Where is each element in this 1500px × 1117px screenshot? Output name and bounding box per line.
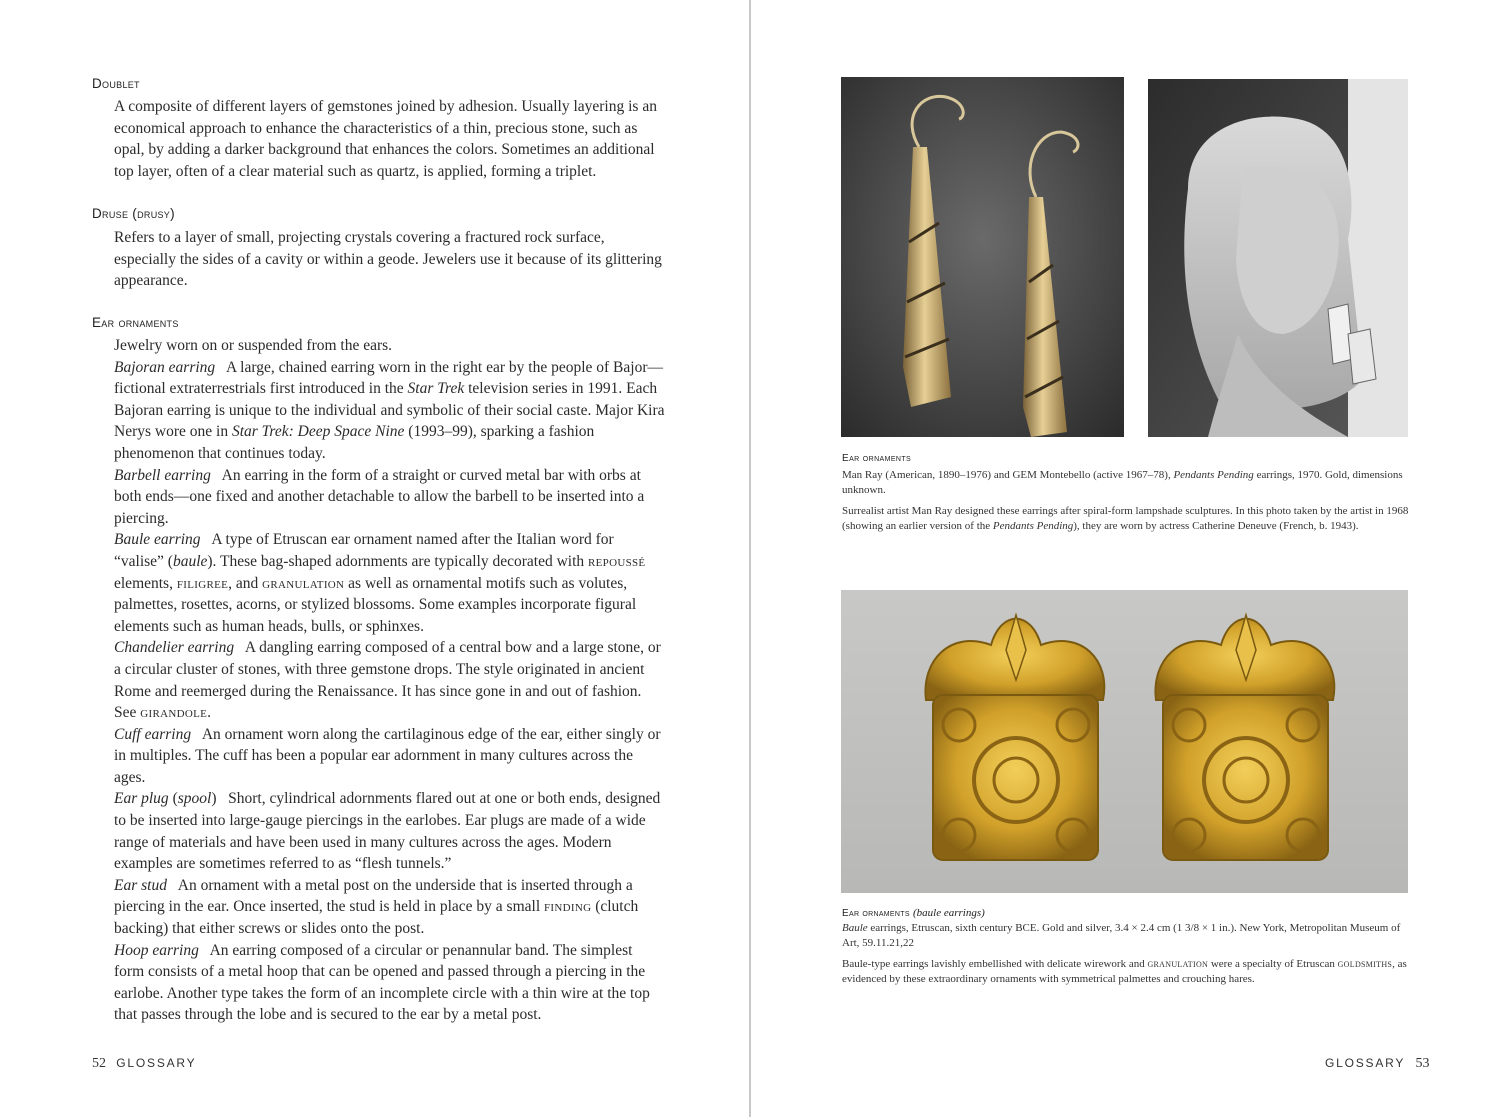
caption-1	[842, 468, 1412, 534]
page-number-left: 52	[92, 1056, 106, 1071]
baule-text-4: , and	[228, 574, 259, 592]
caption-1-title-2: Pendants Pending	[992, 520, 1074, 532]
term-bajoran: Bajoran earring	[114, 358, 216, 376]
baule-text-1: A type of Etruscan ear ornament named after the Italian word for “valise” (	[114, 531, 614, 570]
druse-definition: Refers to a layer of small, projecting crystals covering a fractured rock surface, especially the sides of a cavity or within a geode. Jewelers use it because of its glittering appearance.	[114, 229, 662, 290]
term-ear-plug: Ear plug	[114, 790, 169, 808]
caption-2-line-2	[842, 957, 1412, 987]
caption-2-text-b: Baule-type earrings lavishly embellished with delicate wirework and	[842, 958, 1145, 970]
bajoran-show-title-2: Star Trek: Deep Space Nine	[231, 423, 405, 441]
term-cuff: Cuff earring	[114, 725, 192, 743]
baule-text-2: ). These bag-shaped adornments are typically decorated with	[207, 552, 585, 570]
entry-text-ear-ornaments	[114, 335, 666, 1026]
caption-2-text-d: , as evidenced by these extraordinary ornaments with symmetrical palmettes and crouching hares.	[842, 958, 1407, 985]
xref-filigree: filigree	[176, 574, 229, 592]
barbell-text: An earring in the form of a straight or curved metal bar with orbs at both ends—one fixed and another detachable to allow the barbell to be inserted into a piercing.	[114, 466, 645, 527]
spiral-earrings-illustration	[841, 77, 1124, 437]
chandelier-text: A dangling earring composed of a central bow and a large stone, or a circular cluster of stones, with three gemstone drops. The style originated in ancient Rome and reemerged during the Renaissance. It has since gone in and out of fashion. See	[114, 639, 661, 722]
baule-earrings-illustration	[841, 590, 1408, 893]
caption-1-title: Pendants Pending	[1173, 469, 1254, 481]
caption-1-line-2	[842, 504, 1412, 534]
page-number-right: 53	[1415, 1056, 1430, 1071]
subentry-ear-stud	[114, 875, 666, 940]
cuff-text: An ornament worn along the cartilaginous edge of the ear, either singly or in multiples. The cuff has been a popular ear adornment in many cultures across the ages.	[114, 725, 661, 786]
term-baule: Baule earring	[114, 531, 201, 549]
entry-heading-doublet: Doublet	[92, 76, 140, 91]
entry-heading-druse: Druse (drusy)	[92, 206, 175, 221]
term-barbell: Barbell earring	[114, 466, 211, 484]
plug-paren-close: )	[211, 790, 217, 808]
bajoran-text-3: (1993–99), sparking a fashion phenomenon that continues today.	[114, 423, 595, 462]
stud-text-1: An ornament with a metal post on the underside that is inserted through a piercing in the ear. Once inserted, the stud is held in place by a small	[114, 876, 633, 916]
subentry-chandelier	[114, 637, 666, 723]
chandelier-end: .	[207, 704, 211, 722]
doublet-definition: A composite of different layers of gemstones joined by adhesion. Usually layering is an economical approach to enhance the characteristics of a thin, precious stone, such as opal, by adding a darker background that enhances the colors. Sometimes an additional top layer, often of a clear material such as quartz, is applied, forming a triplet.	[114, 98, 657, 180]
caption-xref-granulation: granulation	[1147, 958, 1209, 970]
subentry-ear-plug	[114, 788, 666, 874]
xref-repousse: repoussé	[588, 552, 646, 570]
caption-1-text-d: ), they are worn by actress Catherine Deneuve (French, b. 1943).	[1073, 520, 1359, 532]
subentry-baule	[114, 529, 666, 637]
plug-text: Short, cylindrical adornments flared out at one or both ends, designed to be inserted into large-gauge piercings in the earlobes. Ear plugs are made of a wide range of materials and have been used in many cultures across the ages. Modern examples are sometimes referred to as “flesh tunnels.”	[114, 790, 661, 873]
xref-granulation: granulation	[262, 574, 345, 592]
ear-ornaments-intro: Jewelry worn on or suspended from the ears.	[114, 337, 393, 354]
term-ear-stud: Ear stud	[114, 876, 167, 894]
entry-text-druse	[114, 227, 666, 292]
caption-2-text-a: earrings, Etruscan, sixth century BCE. Gold and silver, 3.4 × 2.4 cm (1 3/8 × 1 in.). New York, Metropolitan Museum of Art, 59.11.21,22	[842, 922, 1401, 949]
bajoran-show-title: Star Trek	[407, 380, 465, 398]
photo-catherine-deneuve	[1148, 79, 1408, 437]
photo-pendants-pending	[841, 77, 1124, 437]
caption-1-heading: Ear ornaments	[842, 453, 912, 464]
caption-2-heading	[842, 907, 985, 919]
bajoran-text-2: television series in 1991. Each Bajoran earring is unique to the individual and symbolic of their social caste. Major Kira Nerys wore one in	[114, 380, 665, 441]
baule-earring-right	[1155, 615, 1334, 860]
folio-left	[92, 1056, 197, 1072]
caption-xref-goldsmiths: goldsmiths	[1337, 958, 1393, 970]
caption-2-line-1	[842, 921, 1412, 951]
caption-2-term: Baule	[842, 922, 868, 934]
baule-text-5: as well as ornamental motifs such as volutes, palmettes, rosettes, acorns, or stylized blossoms. Some examples incorporate figural elements such as human heads, bulls, or sphinxes.	[114, 574, 637, 635]
portrait-illustration	[1148, 79, 1408, 437]
xref-girandole: girandole	[140, 704, 208, 722]
subentry-cuff	[114, 724, 666, 789]
right-page	[751, 0, 1500, 1117]
stud-text-2: (clutch backing) that either screws or slides onto the post.	[114, 898, 639, 938]
subentry-hoop	[114, 940, 666, 1026]
plug-paren-open: (	[172, 790, 178, 808]
xref-finding: finding	[544, 898, 592, 916]
subentry-bajoran	[114, 357, 666, 465]
caption-1-line-1	[842, 468, 1412, 498]
baule-earring-left	[925, 615, 1104, 860]
running-head-left: GLOSSARY	[116, 1056, 197, 1070]
folio-right	[1325, 1056, 1430, 1072]
caption-1-text-b: earrings, 1970. Gold, dimensions unknown.	[842, 469, 1403, 496]
caption-2-subtitle: (baule earrings)	[912, 907, 985, 919]
caption-2	[842, 921, 1412, 987]
baule-text-3: elements,	[114, 574, 173, 592]
plug-alt-term: spool	[177, 790, 212, 808]
baule-word: baule	[172, 552, 208, 570]
caption-1-text-a: Man Ray (American, 1890–1976) and GEM Montebello (active 1967–78),	[842, 469, 1171, 481]
caption-1-text-c: Surrealist artist Man Ray designed these earrings after spiral-form lampshade sculptures. In this photo taken by the artist in 1968 (showing an earlier version of the	[842, 505, 1409, 532]
left-page	[0, 0, 749, 1117]
entry-text-doublet	[114, 96, 666, 182]
bajoran-text-1: A large, chained earring worn in the right ear by the people of Bajor—fictional extraterrestrials first introduced in the	[114, 358, 663, 398]
subentry-barbell	[114, 465, 666, 530]
term-hoop: Hoop earring	[114, 941, 199, 959]
photo-baule-earrings	[841, 590, 1408, 893]
term-chandelier: Chandelier earring	[114, 639, 235, 657]
entry-heading-ear-ornaments: Ear ornaments	[92, 315, 179, 330]
caption-2-title: Ear ornaments	[842, 908, 910, 919]
running-head-right: GLOSSARY	[1325, 1056, 1406, 1070]
hoop-text: An earring composed of a circular or penannular band. The simplest form consists of a metal hoop that can be opened and passed through a piercing in the earlobe. Another type takes the form of an incomplete circle with a thin wire at the top that passes through the lobe and is secured to the ear by a metal post.	[114, 941, 650, 1024]
caption-2-text-c: were a specialty of Etruscan	[1210, 958, 1335, 970]
